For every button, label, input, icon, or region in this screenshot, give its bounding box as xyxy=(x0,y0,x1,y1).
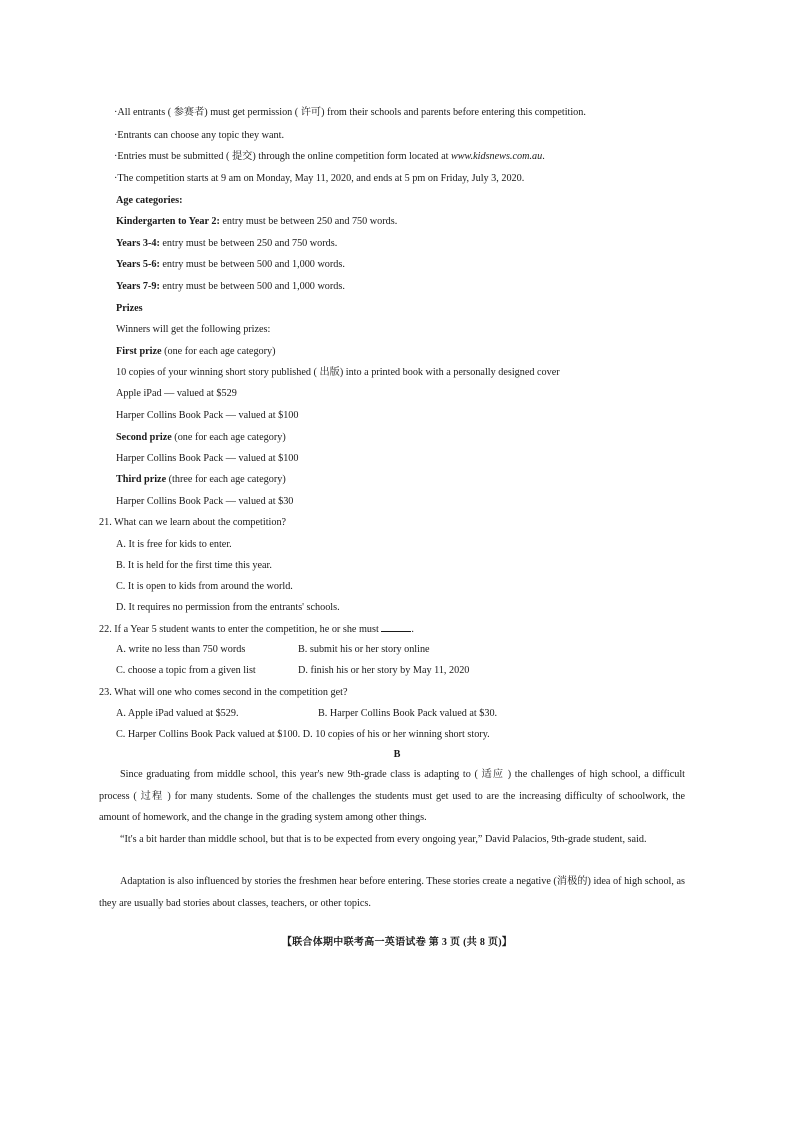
first-prize-heading xyxy=(116,345,276,358)
age-categories-heading xyxy=(116,194,182,207)
answer-blank xyxy=(381,622,411,632)
prizes-intro: Winners will get the following prizes: xyxy=(116,324,271,335)
passage-b-paragraph-3: Adaptation is also influenced by stories the freshmen hear before entering. These stories create a negative (消极的) idea of high school, as they are usually bad stories about classes, teachers, or other topics. xyxy=(99,876,685,909)
rule-dates: ·The competition starts at 9 am on Monday, May 11, 2020, and ends at 5 pm on Friday, July 3, 2020. xyxy=(114,173,525,184)
first-prize-note: (one for each age category) xyxy=(161,346,276,357)
third-prize-heading xyxy=(116,473,286,486)
option-23b: B. Harper Collins Book Pack valued at $30. xyxy=(318,708,498,719)
third-prize-label: Third prize xyxy=(116,474,167,485)
question-23-stem: 23. What will one who comes second in the competition get? xyxy=(99,687,348,698)
age-item-text: entry must be between 500 and 1,000 words. xyxy=(159,259,345,270)
option-22c: C. choose a topic from a given list xyxy=(116,665,256,676)
passage-b-label: B xyxy=(393,749,401,760)
competition-url: www.kidsnews.com.au xyxy=(450,151,543,162)
age-item xyxy=(116,215,397,228)
option-23a: A. Apple iPad valued at $529. xyxy=(116,708,239,719)
question-22-end: . xyxy=(411,624,414,635)
question-21-stem: 21. What can we learn about the competition? xyxy=(99,517,287,528)
age-item xyxy=(116,258,345,271)
rule-submission-end: . xyxy=(542,151,545,162)
question-22-text: 22. If a Year 5 student wants to enter the competition, he or she must xyxy=(99,624,382,635)
age-item-label: Years 5-6: xyxy=(116,259,160,270)
age-item-label: Years 3-4: xyxy=(116,238,160,249)
question-22-stem xyxy=(99,622,414,636)
option-23cd: C. Harper Collins Book Pack valued at $100. D. 10 copies of his or her winning short story. xyxy=(116,729,490,740)
passage-b-paragraph-1: Since graduating from middle school, this year's new 9th-grade class is adapting to ( 适应 ) the challenges of high school, a difficult process ( 过程 ) for many students. Some of the challenges the students must get used to are the increasing difficulty of schoolwork, the amount of homework, and the change in the grading system among other things. xyxy=(99,769,685,823)
age-item xyxy=(116,237,337,250)
passage-b-paragraph-2: “It's a bit harder than middle school, but that is to be expected from every ongoing year,” David Palacios, 9th-grade student, said. xyxy=(120,834,647,845)
age-item-text: entry must be between 250 and 750 words. xyxy=(219,216,398,227)
third-prize-note: (three for each age category) xyxy=(166,474,286,485)
rule-permission: ·All entrants ( 参赛者) must get permission ( 许可) from their schools and parents before entering this competition. xyxy=(114,107,586,118)
option-21c: C. It is open to kids from around the world. xyxy=(116,581,293,592)
rule-topic: ·Entrants can choose any topic they want. xyxy=(114,130,285,141)
second-prize-note: (one for each age category) xyxy=(171,432,286,443)
age-item xyxy=(116,280,345,293)
age-item-label: Kindergarten to Year 2: xyxy=(116,216,220,227)
prize-item: Harper Collins Book Pack — valued at $100 xyxy=(116,453,299,464)
first-prize-label: First prize xyxy=(116,346,162,357)
option-21a: A. It is free for kids to enter. xyxy=(116,539,232,550)
option-21b: B. It is held for the first time this year. xyxy=(116,560,272,571)
age-heading-text: Age categories: xyxy=(116,195,183,206)
age-item-label: Years 7-9: xyxy=(116,281,160,292)
option-22a: A. write no less than 750 words xyxy=(116,644,246,655)
rule-submission-text: ·Entries must be submitted ( 提交) through the online competition form located at xyxy=(114,151,451,162)
option-22d: D. finish his or her story by May 11, 2020 xyxy=(298,665,470,676)
age-item-text: entry must be between 250 and 750 words. xyxy=(159,238,338,249)
prizes-heading xyxy=(116,302,143,315)
passage-b-heading xyxy=(0,749,794,760)
prize-item: Apple iPad — valued at $529 xyxy=(116,388,237,399)
prize-item: Harper Collins Book Pack — valued at $100 xyxy=(116,410,299,421)
second-prize-heading xyxy=(116,431,286,444)
prize-item: Harper Collins Book Pack — valued at $30 xyxy=(116,496,294,507)
prizes-heading-text: Prizes xyxy=(116,303,143,314)
option-22b: B. submit his or her story online xyxy=(298,644,430,655)
second-prize-label: Second prize xyxy=(116,432,172,443)
page-footer: 【联合体期中联考高一英语试卷 第 3 页 (共 8 页)】 xyxy=(281,937,513,948)
age-item-text: entry must be between 500 and 1,000 words. xyxy=(159,281,345,292)
option-21d: D. It requires no permission from the entrants' schools. xyxy=(116,602,340,613)
rule-submission xyxy=(114,150,545,163)
prize-item: 10 copies of your winning short story published ( 出版) into a printed book with a personally designed cover xyxy=(116,367,560,378)
